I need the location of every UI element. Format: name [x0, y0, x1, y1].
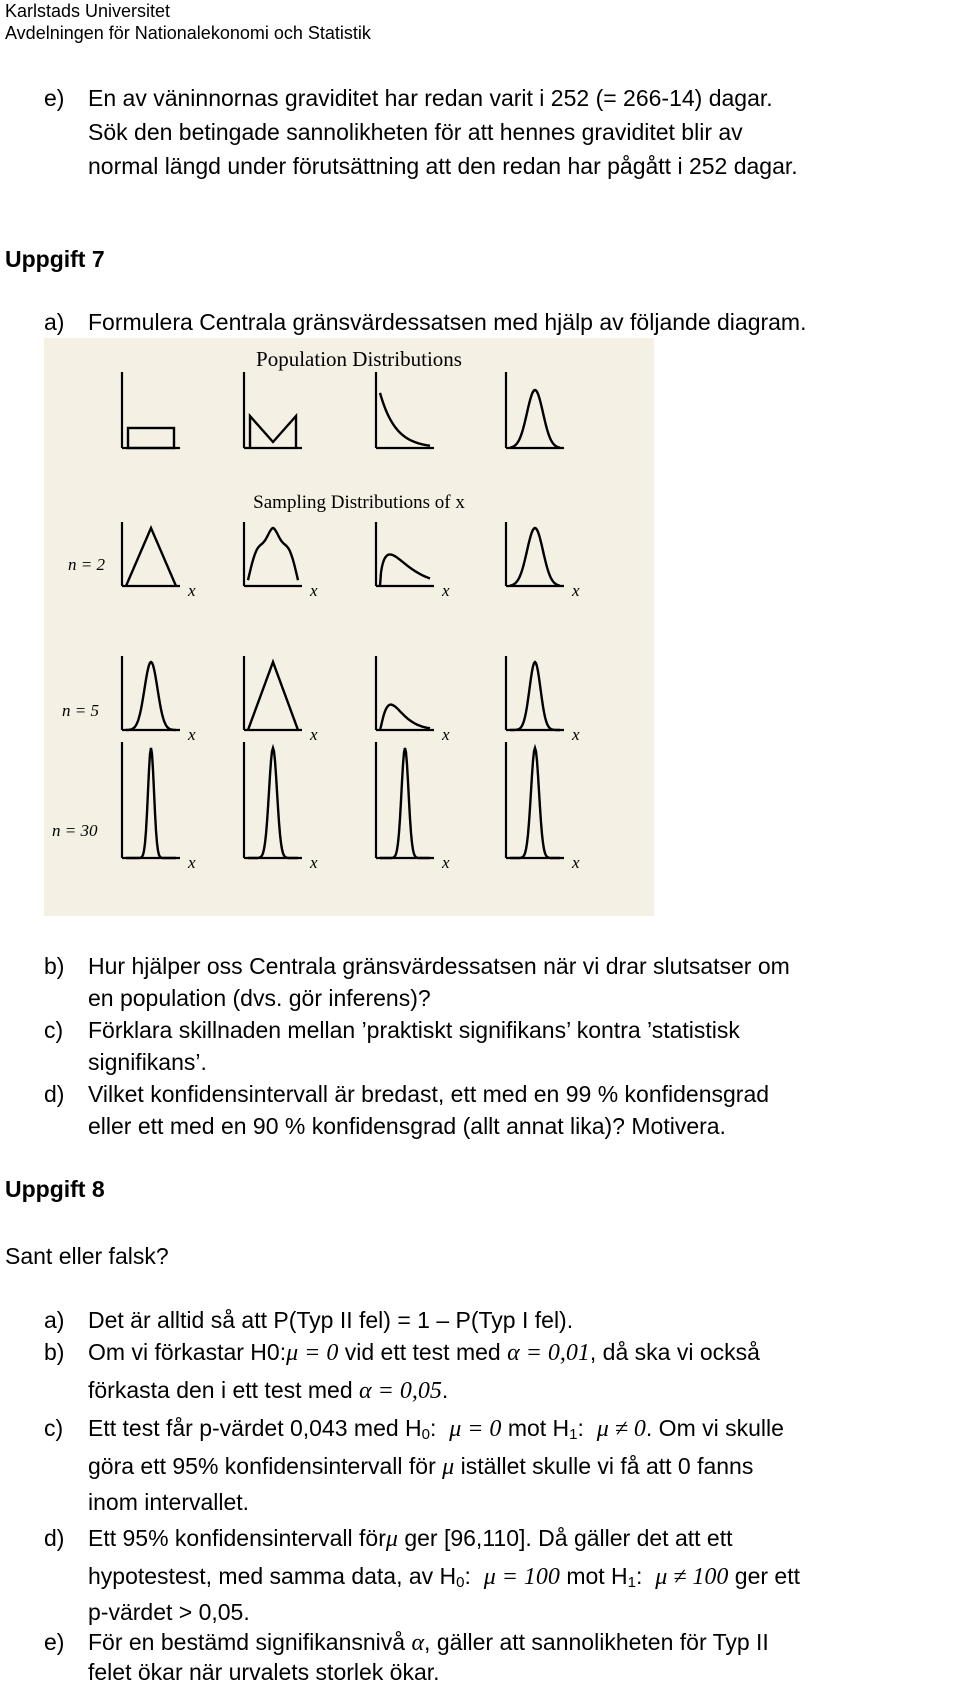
distribution-curve [510, 390, 560, 448]
task8b-text: förkasta den i ett test med [88, 1377, 360, 1403]
math-mu-ne-0: μ ≠ 0 [596, 1416, 646, 1442]
task8d-text: Ett 95% konfidensintervall för [88, 1525, 386, 1551]
math-mu-eq-0: μ = 0 [449, 1416, 502, 1442]
distribution-curve [126, 528, 176, 586]
item-label: e) [44, 1629, 65, 1655]
sampling-title-text: Sampling Distributions of x [253, 492, 465, 513]
task7-heading: Uppgift 7 [5, 246, 105, 272]
task6e-line-2: Sök den betingade sannolikheten för att hennes graviditet blir av [88, 119, 743, 145]
x-axis-label: x [572, 853, 580, 872]
task7d-line-2: eller ett med en 90 % konfidensgrad (allt annat lika)? Motivera. [88, 1113, 726, 1139]
subscript: 1 [627, 1574, 637, 1591]
task8a-text: Det är alltid så att P(Typ II fel) = 1 – P(Typ I fel). [88, 1307, 574, 1333]
task8d-text: hypotestest, med samma data, av H [88, 1563, 457, 1589]
task8d-text: : [636, 1563, 643, 1589]
x-axis-label: x [310, 853, 318, 872]
item-label: d) [44, 1081, 65, 1107]
task8c-text: mot H [501, 1415, 570, 1441]
item-label: b) [44, 1339, 65, 1365]
x-axis-label: x [188, 725, 196, 744]
math-mu-eq-0: μ = 0 [286, 1340, 339, 1366]
sampling-title [253, 492, 465, 513]
task8b-text: . [441, 1377, 449, 1403]
task8e-line-2: felet ökar när urvalets storlek ökar. [88, 1659, 440, 1685]
x-axis-label: x [188, 581, 196, 600]
task8b-text: Om vi förkastar H0: [88, 1339, 287, 1365]
math-alpha: α [411, 1630, 425, 1656]
clt-diagram-svg [44, 338, 654, 916]
task8b-text: , då ska vi också [589, 1339, 760, 1365]
task8c-line-1 [88, 1412, 784, 1445]
task8c-text: Ett test får p-värdet 0,043 med H [88, 1415, 422, 1441]
bimodal-distribution [250, 416, 296, 448]
distribution-curve [248, 748, 298, 858]
task8e-text: För en bestämd signifikansnivå [88, 1629, 412, 1655]
x-axis-label: x [188, 853, 196, 872]
item-label: e) [44, 85, 65, 111]
task8b-line-2 [88, 1374, 448, 1407]
x-axis-label: x [572, 725, 580, 744]
item-label: a) [44, 309, 65, 335]
item-label: c) [44, 1415, 64, 1441]
task8c-text: : [577, 1415, 584, 1441]
task8c-text: göra ett 95% konfidensintervall för [88, 1453, 443, 1479]
task8d-text: ger ett [728, 1563, 801, 1589]
task7d-line-1: Vilket konfidensintervall är bredast, ett med en 99 % konfidensgrad [88, 1081, 770, 1107]
math-mu-eq-100: μ = 100 [483, 1564, 560, 1590]
university-name: Karlstads Universitet [5, 1, 171, 21]
item-label: a) [44, 1307, 65, 1333]
task8d-text: mot H [559, 1563, 628, 1589]
clt-diagram [44, 338, 654, 916]
item-label: c) [44, 1017, 64, 1043]
task7b-line-2: en population (dvs. gör inferens)? [88, 985, 431, 1011]
math-mu-ne-100: μ ≠ 100 [655, 1564, 729, 1590]
task8b-text: vid ett test med [338, 1339, 508, 1365]
subscript: 0 [456, 1574, 465, 1591]
department-name: Avdelningen för Nationalekonomi och Statistik [5, 23, 371, 43]
task8d-text: ger [96,110]. Då gäller det att ett [397, 1525, 733, 1551]
task6e-line-3: normal längd under förutsättning att den redan har pågått i 252 dagar. [88, 153, 798, 179]
x-axis-label: x [442, 853, 450, 872]
task8c-line-3: inom intervallet. [88, 1489, 250, 1515]
task8-intro: Sant eller falsk? [5, 1243, 169, 1269]
distribution-curve [126, 748, 176, 858]
task8d-line-1 [88, 1522, 733, 1555]
row-label-n2: n = 2 [68, 555, 105, 574]
row-label-n5: n = 5 [62, 701, 99, 720]
distribution-curve [126, 662, 176, 730]
x-axis-label: x [310, 725, 318, 744]
uniform-distribution [128, 428, 174, 448]
task7c-line-1: Förklara skillnaden mellan ’praktiskt signifikans’ kontra ’statistisk [88, 1017, 740, 1043]
item-label: d) [44, 1525, 65, 1551]
distribution-plots [122, 372, 580, 872]
distribution-curve [510, 662, 560, 730]
math-alpha-001: α = 0,01 [507, 1340, 590, 1366]
task8c-text: . Om vi skulle [645, 1415, 784, 1441]
task8c-text: istället skulle vi få att 0 fanns [454, 1453, 754, 1479]
math-mu: μ [385, 1526, 398, 1552]
distribution-curve [510, 748, 560, 858]
x-axis-label: x [442, 725, 450, 744]
math-mu: μ [442, 1454, 455, 1480]
task7c-line-2: signifikans’. [88, 1049, 207, 1075]
math-alpha-005: α = 0,05 [359, 1378, 442, 1404]
population-title: Population Distributions [256, 347, 462, 371]
distribution-curve [248, 528, 298, 580]
distribution-curve [380, 748, 430, 858]
task8c-line-2 [88, 1450, 753, 1483]
task7b-line-1: Hur hjälper oss Centrala gränsvärdessatsen när vi drar slutsatser om [88, 953, 790, 979]
distribution-curve [380, 393, 430, 446]
distribution-curve [510, 528, 560, 586]
item-label: b) [44, 953, 65, 979]
task8e-line-1 [88, 1626, 769, 1659]
x-axis-label: x [442, 581, 450, 600]
task8c-text: : [430, 1415, 437, 1441]
distribution-curve [248, 662, 298, 730]
task7a-text: Formulera Centrala gränsvärdessatsen med hjälp av följande diagram. [88, 309, 807, 335]
subscript: 0 [421, 1426, 431, 1443]
distribution-curve [380, 555, 430, 587]
task6e-line-1: En av väninnornas graviditet har redan varit i 252 (= 266-14) dagar. [88, 85, 773, 111]
x-axis-label: x [572, 581, 580, 600]
subscript: 1 [569, 1426, 578, 1443]
task8-heading: Uppgift 8 [5, 1176, 105, 1202]
distribution-curve [380, 705, 430, 730]
task8e-text: , gäller att sannolikheten för Typ II [424, 1629, 769, 1655]
row-label-n30: n = 30 [52, 821, 98, 840]
task8b-line-1 [88, 1336, 760, 1369]
task8d-text: : [464, 1563, 471, 1589]
x-axis-label: x [310, 581, 318, 600]
task8d-line-2 [88, 1560, 800, 1593]
task8d-line-3: p-värdet > 0,05. [88, 1599, 250, 1625]
